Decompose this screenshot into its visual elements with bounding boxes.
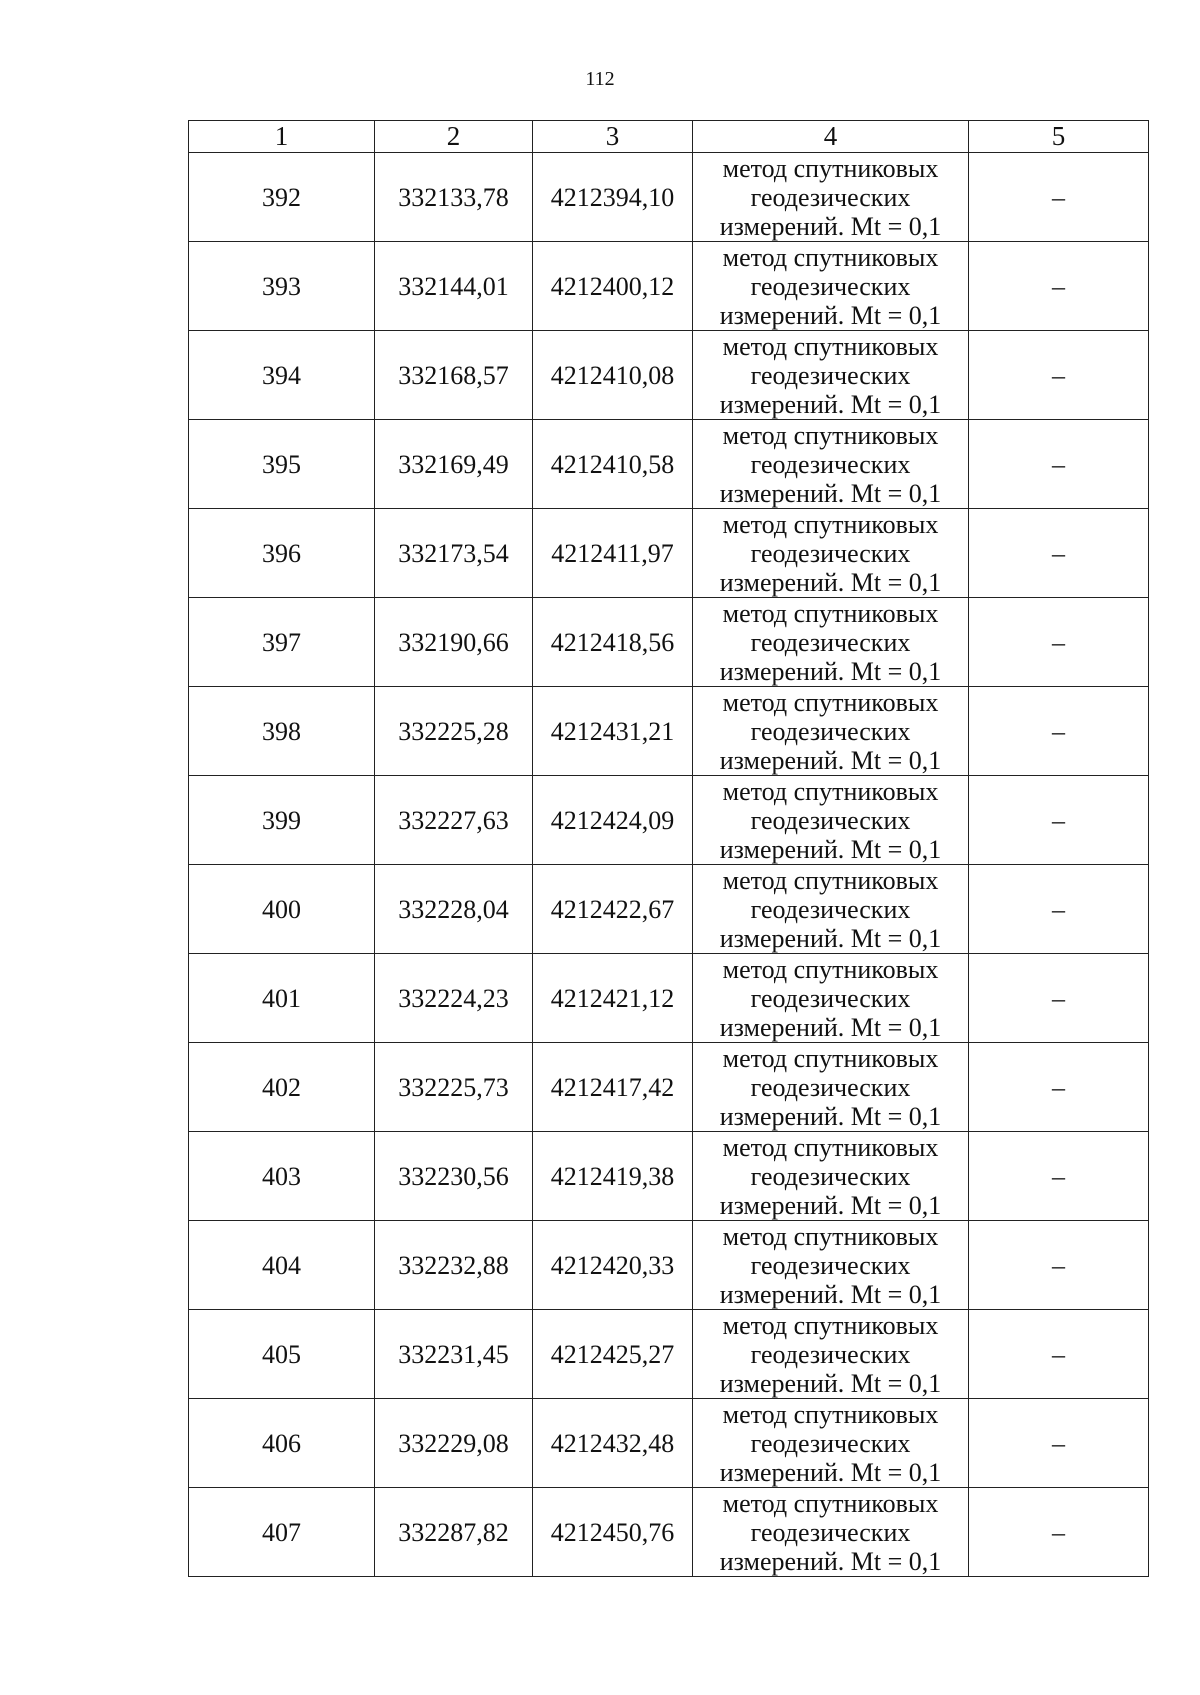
method-cell bbox=[693, 1221, 969, 1310]
method-line: геодезических bbox=[750, 1339, 911, 1369]
y-coordinate-cell: 4212432,48 bbox=[533, 1399, 693, 1488]
method-line: метод спутниковых bbox=[722, 1221, 939, 1251]
method-line: метод спутниковых bbox=[722, 776, 939, 806]
point-number-cell: 392 bbox=[189, 153, 375, 242]
method-line: метод спутниковых bbox=[722, 242, 939, 272]
column-header-2: 2 bbox=[375, 121, 533, 153]
method-line: измерений. Mt = 0,1 bbox=[719, 1457, 942, 1487]
method-line: геодезических bbox=[750, 805, 911, 835]
point-number-cell: 393 bbox=[189, 242, 375, 331]
x-coordinate-cell: 332169,49 bbox=[375, 420, 533, 509]
method-cell bbox=[693, 687, 969, 776]
method-line: геодезических bbox=[750, 449, 911, 479]
method-line: метод спутниковых bbox=[722, 331, 939, 361]
method-line: метод спутниковых bbox=[722, 1043, 939, 1073]
point-number-cell: 397 bbox=[189, 598, 375, 687]
method-cell bbox=[693, 331, 969, 420]
x-coordinate-cell: 332231,45 bbox=[375, 1310, 533, 1399]
method-line: измерений. Mt = 0,1 bbox=[719, 1012, 942, 1042]
note-cell: – bbox=[969, 420, 1149, 509]
method-cell bbox=[693, 420, 969, 509]
method-line: геодезических bbox=[750, 1161, 911, 1191]
y-coordinate-cell: 4212394,10 bbox=[533, 153, 693, 242]
table-row bbox=[189, 1399, 1149, 1488]
method-line: измерений. Mt = 0,1 bbox=[719, 1368, 942, 1398]
method-cell bbox=[693, 1399, 969, 1488]
point-number-cell: 400 bbox=[189, 865, 375, 954]
page-number: 112 bbox=[585, 68, 615, 90]
method-line: геодезических bbox=[750, 627, 911, 657]
table-row bbox=[189, 153, 1149, 242]
note-cell: – bbox=[969, 776, 1149, 865]
method-line: измерений. Mt = 0,1 bbox=[719, 923, 942, 953]
y-coordinate-cell: 4212425,27 bbox=[533, 1310, 693, 1399]
point-number-cell: 403 bbox=[189, 1132, 375, 1221]
x-coordinate-cell: 332228,04 bbox=[375, 865, 533, 954]
table-row bbox=[189, 865, 1149, 954]
method-line: метод спутниковых bbox=[722, 1488, 939, 1518]
x-coordinate-cell: 332227,63 bbox=[375, 776, 533, 865]
method-line: измерений. Mt = 0,1 bbox=[719, 1101, 942, 1131]
y-coordinate-cell: 4212450,76 bbox=[533, 1488, 693, 1577]
x-coordinate-cell: 332287,82 bbox=[375, 1488, 533, 1577]
table-row bbox=[189, 331, 1149, 420]
y-coordinate-cell: 4212421,12 bbox=[533, 954, 693, 1043]
table-row bbox=[189, 509, 1149, 598]
x-coordinate-cell: 332168,57 bbox=[375, 331, 533, 420]
note-cell: – bbox=[969, 687, 1149, 776]
x-coordinate-cell: 332133,78 bbox=[375, 153, 533, 242]
y-coordinate-cell: 4212400,12 bbox=[533, 242, 693, 331]
table-row bbox=[189, 242, 1149, 331]
method-line: измерений. Mt = 0,1 bbox=[719, 300, 942, 330]
y-coordinate-cell: 4212424,09 bbox=[533, 776, 693, 865]
y-coordinate-cell: 4212422,67 bbox=[533, 865, 693, 954]
point-number-cell: 396 bbox=[189, 509, 375, 598]
method-line: геодезических bbox=[750, 1517, 911, 1547]
method-line: метод спутниковых bbox=[722, 420, 939, 450]
method-cell bbox=[693, 509, 969, 598]
table-row bbox=[189, 954, 1149, 1043]
column-header-3: 3 bbox=[533, 121, 693, 153]
note-cell: – bbox=[969, 1043, 1149, 1132]
method-line: геодезических bbox=[750, 1072, 911, 1102]
note-cell: – bbox=[969, 153, 1149, 242]
point-number-cell: 407 bbox=[189, 1488, 375, 1577]
table-row bbox=[189, 1488, 1149, 1577]
x-coordinate-cell: 332190,66 bbox=[375, 598, 533, 687]
column-header-4: 4 bbox=[693, 121, 969, 153]
point-number-cell: 395 bbox=[189, 420, 375, 509]
method-cell bbox=[693, 1310, 969, 1399]
method-line: измерений. Mt = 0,1 bbox=[719, 1190, 942, 1220]
method-line: метод спутниковых bbox=[722, 509, 939, 539]
table-row bbox=[189, 420, 1149, 509]
x-coordinate-cell: 332229,08 bbox=[375, 1399, 533, 1488]
y-coordinate-cell: 4212417,42 bbox=[533, 1043, 693, 1132]
note-cell: – bbox=[969, 1310, 1149, 1399]
method-line: метод спутниковых bbox=[722, 153, 939, 183]
note-cell: – bbox=[969, 1488, 1149, 1577]
point-number-cell: 405 bbox=[189, 1310, 375, 1399]
y-coordinate-cell: 4212411,97 bbox=[533, 509, 693, 598]
x-coordinate-cell: 332224,23 bbox=[375, 954, 533, 1043]
x-coordinate-cell: 332225,73 bbox=[375, 1043, 533, 1132]
y-coordinate-cell: 4212410,08 bbox=[533, 331, 693, 420]
note-cell: – bbox=[969, 509, 1149, 598]
method-line: измерений. Mt = 0,1 bbox=[719, 1546, 942, 1576]
x-coordinate-cell: 332173,54 bbox=[375, 509, 533, 598]
table-body bbox=[189, 153, 1149, 1577]
table-row bbox=[189, 1221, 1149, 1310]
table-row bbox=[189, 1310, 1149, 1399]
method-line: геодезических bbox=[750, 983, 911, 1013]
method-line: метод спутниковых bbox=[722, 954, 939, 984]
point-number-cell: 398 bbox=[189, 687, 375, 776]
method-line: измерений. Mt = 0,1 bbox=[719, 211, 942, 241]
method-line: метод спутниковых bbox=[722, 598, 939, 628]
method-line: геодезических bbox=[750, 894, 911, 924]
method-cell bbox=[693, 1043, 969, 1132]
x-coordinate-cell: 332144,01 bbox=[375, 242, 533, 331]
method-line: метод спутниковых bbox=[722, 1310, 939, 1340]
method-line: измерений. Mt = 0,1 bbox=[719, 1279, 942, 1309]
point-number-cell: 401 bbox=[189, 954, 375, 1043]
note-cell: – bbox=[969, 242, 1149, 331]
x-coordinate-cell: 332230,56 bbox=[375, 1132, 533, 1221]
y-coordinate-cell: 4212431,21 bbox=[533, 687, 693, 776]
note-cell: – bbox=[969, 1132, 1149, 1221]
note-cell: – bbox=[969, 598, 1149, 687]
x-coordinate-cell: 332225,28 bbox=[375, 687, 533, 776]
method-line: измерений. Mt = 0,1 bbox=[719, 567, 942, 597]
table-row bbox=[189, 776, 1149, 865]
table-row bbox=[189, 598, 1149, 687]
method-line: измерений. Mt = 0,1 bbox=[719, 389, 942, 419]
y-coordinate-cell: 4212410,58 bbox=[533, 420, 693, 509]
method-line: метод спутниковых bbox=[722, 865, 939, 895]
note-cell: – bbox=[969, 865, 1149, 954]
method-cell bbox=[693, 598, 969, 687]
x-coordinate-cell: 332232,88 bbox=[375, 1221, 533, 1310]
note-cell: – bbox=[969, 1399, 1149, 1488]
note-cell: – bbox=[969, 331, 1149, 420]
point-number-cell: 399 bbox=[189, 776, 375, 865]
point-number-cell: 394 bbox=[189, 331, 375, 420]
method-line: измерений. Mt = 0,1 bbox=[719, 745, 942, 775]
method-line: измерений. Mt = 0,1 bbox=[719, 478, 942, 508]
point-number-cell: 402 bbox=[189, 1043, 375, 1132]
table-row bbox=[189, 687, 1149, 776]
method-line: измерений. Mt = 0,1 bbox=[719, 834, 942, 864]
method-cell bbox=[693, 1488, 969, 1577]
method-line: геодезических bbox=[750, 1250, 911, 1280]
method-cell bbox=[693, 865, 969, 954]
method-line: метод спутниковых bbox=[722, 1132, 939, 1162]
method-cell bbox=[693, 242, 969, 331]
table-row bbox=[189, 1043, 1149, 1132]
method-cell bbox=[693, 1132, 969, 1221]
method-line: метод спутниковых bbox=[722, 687, 939, 717]
note-cell: – bbox=[969, 1221, 1149, 1310]
column-header-1: 1 bbox=[189, 121, 375, 153]
method-cell bbox=[693, 153, 969, 242]
y-coordinate-cell: 4212418,56 bbox=[533, 598, 693, 687]
method-line: геодезических bbox=[750, 1428, 911, 1458]
method-line: геодезических bbox=[750, 716, 911, 746]
y-coordinate-cell: 4212420,33 bbox=[533, 1221, 693, 1310]
method-line: метод спутниковых bbox=[722, 1399, 939, 1429]
point-number-cell: 404 bbox=[189, 1221, 375, 1310]
y-coordinate-cell: 4212419,38 bbox=[533, 1132, 693, 1221]
note-cell: – bbox=[969, 954, 1149, 1043]
method-line: измерений. Mt = 0,1 bbox=[719, 656, 942, 686]
column-header-5: 5 bbox=[969, 121, 1149, 153]
method-line: геодезических bbox=[750, 182, 911, 212]
method-line: геодезических bbox=[750, 360, 911, 390]
method-cell bbox=[693, 776, 969, 865]
header-row bbox=[189, 121, 1149, 153]
method-line: геодезических bbox=[750, 271, 911, 301]
coordinates-table bbox=[188, 120, 1149, 1577]
method-cell bbox=[693, 954, 969, 1043]
table-row bbox=[189, 1132, 1149, 1221]
method-line: геодезических bbox=[750, 538, 911, 568]
point-number-cell: 406 bbox=[189, 1399, 375, 1488]
